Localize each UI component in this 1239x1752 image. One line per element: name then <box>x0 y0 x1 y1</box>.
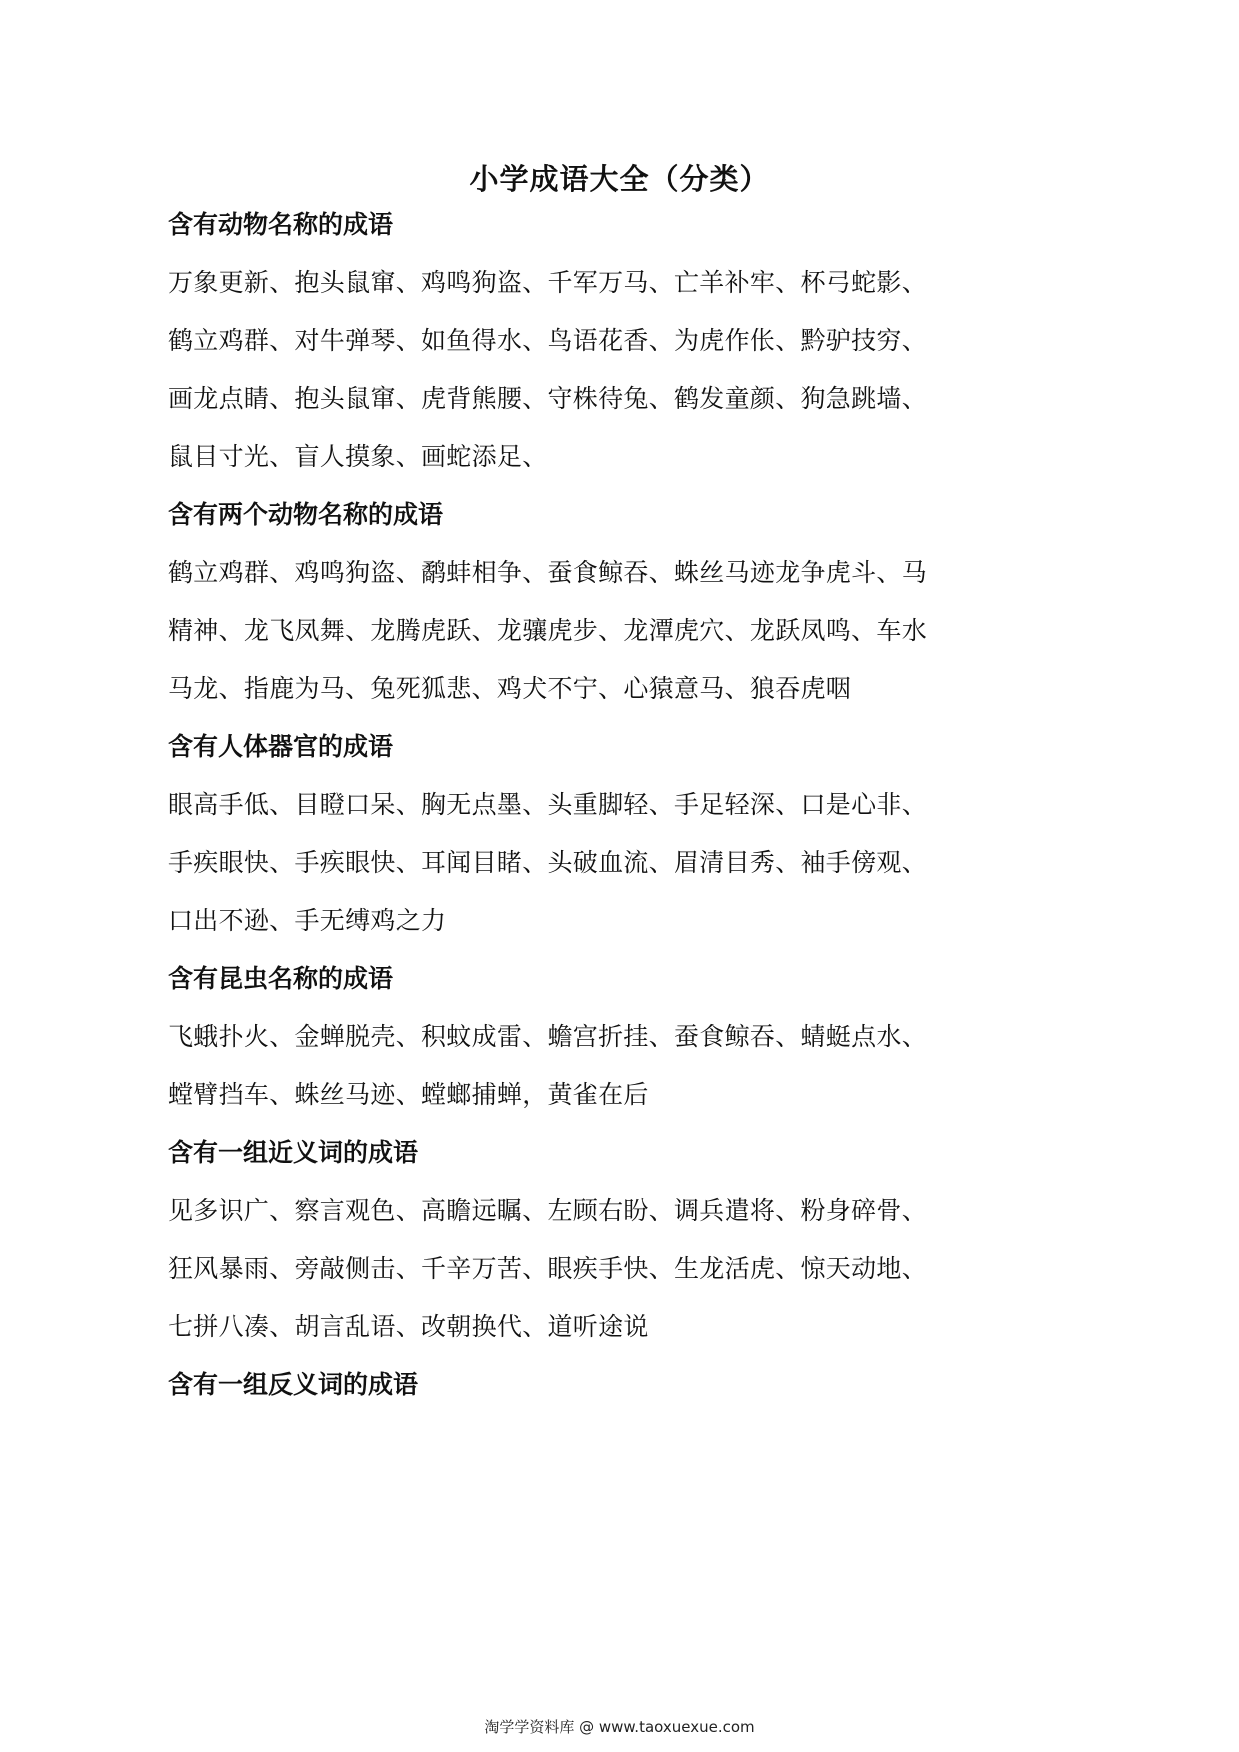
idiom-line: 眼高手低、目瞪口呆、胸无点墨、头重脚轻、手足轻深、口是心非、 <box>168 790 928 819</box>
section-body <box>168 776 1068 950</box>
idiom-line: 鹤立鸡群、鸡鸣狗盗、鹬蚌相争、蚕食鲸吞、蛛丝马迹龙争虎斗、马 <box>168 558 928 587</box>
idiom-line: 万象更新、抱头鼠窜、鸡鸣狗盗、千军万马、亡羊补牢、杯弓蛇影、 <box>168 268 928 297</box>
section-heading: 含有人体器官的成语 <box>168 732 394 761</box>
idiom-line: 鼠目寸光、盲人摸象、画蛇添足、 <box>168 442 548 471</box>
section-synonyms <box>168 1124 1068 1356</box>
idiom-line: 口出不逊、手无缚鸡之力 <box>168 906 447 935</box>
idiom-line: 精神、龙飞凤舞、龙腾虎跃、龙骧虎步、龙潭虎穴、龙跃凤鸣、车水 <box>168 616 928 645</box>
idiom-line: 画龙点睛、抱头鼠窜、虎背熊腰、守株待兔、鹤发童颜、狗急跳墙、 <box>168 384 928 413</box>
idiom-line: 见多识广、察言观色、高瞻远瞩、左顾右盼、调兵遣将、粉身碎骨、 <box>168 1196 928 1225</box>
idiom-line: 马龙、指鹿为马、兔死狐悲、鸡犬不宁、心猿意马、狼吞虎咽 <box>168 674 852 703</box>
section-body-organs <box>168 718 1068 950</box>
idiom-line: 螳臂挡车、蛛丝马迹、螳螂捕蝉，黄雀在后 <box>168 1080 649 1109</box>
idiom-line: 飞蛾扑火、金蝉脱壳、积蚊成雷、蟾宫折挂、蚕食鲸吞、蜻蜓点水、 <box>168 1022 928 1051</box>
section-animal-names <box>168 196 1068 486</box>
section-heading: 含有一组近义词的成语 <box>168 1138 419 1167</box>
section-antonyms <box>168 1356 1068 1414</box>
footer-watermark: 淘学学资料库 @ www.taoxuexue.com <box>484 1718 755 1736</box>
page-title: 小学成语大全（分类） <box>469 162 770 197</box>
section-body <box>168 1182 1068 1356</box>
idiom-line: 七拼八凑、胡言乱语、改朝换代、道听途说 <box>168 1312 649 1341</box>
section-body <box>168 1008 1068 1124</box>
section-heading: 含有一组反义词的成语 <box>168 1370 419 1399</box>
document-content <box>168 196 1068 1414</box>
section-body <box>168 254 1068 486</box>
section-heading: 含有动物名称的成语 <box>168 210 394 239</box>
section-heading: 含有昆虫名称的成语 <box>168 964 394 993</box>
idiom-line: 手疾眼快、手疾眼快、耳闻目睹、头破血流、眉清目秀、袖手傍观、 <box>168 848 928 877</box>
idiom-line: 狂风暴雨、旁敲侧击、千辛万苦、眼疾手快、生龙活虎、惊天动地、 <box>168 1254 928 1283</box>
idiom-line: 鹤立鸡群、对牛弹琴、如鱼得水、鸟语花香、为虎作伥、黔驴技穷、 <box>168 326 928 355</box>
section-two-animal-names <box>168 486 1068 718</box>
section-heading: 含有两个动物名称的成语 <box>168 500 444 529</box>
section-insect-names <box>168 950 1068 1124</box>
section-body <box>168 544 1068 718</box>
